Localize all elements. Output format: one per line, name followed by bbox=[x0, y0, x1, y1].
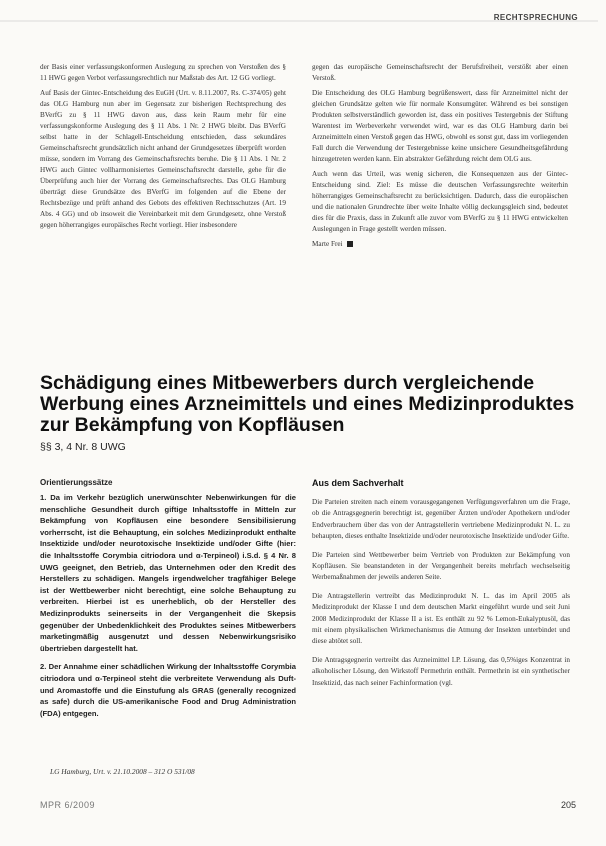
right-paragraph-1: gegen das europäische Gemeinschaftsrecht der Berufsfreiheit, verstößt aber einen Verstoß. bbox=[312, 63, 568, 82]
section-tag: RECHTSPRECHUNG bbox=[493, 13, 578, 22]
author-name: Marte Frei bbox=[312, 240, 343, 248]
left-paragraph-2: Auf Basis der Gintec-Entscheidung des EuGH (Urt. v. 8.11.2007, Rs. C-374/05) geht das OLG Hamburg nun aber im Gegensatz zur bisherigen Rechtsprechung des BVerfG zu § 11 HWG davon aus, dass kein Raum mehr für eine verfassungskonforme Auslegung des § 11 Abs. 1 Nr. 2 HWG bleibt. Das BVerfG selbst hatte in der Schlagell-Entscheidung entschieden, dass sekundäres Gemeinschaftsrecht grundsätzlich nicht anhand der Grundgesetzes überprüft worden müsse, sondern im Vorrang des Gemeinschaftsrechts beruhe. Die § 11 Abs. 1 Nr. 2 HWG auch Gintec vollharmonisiertes Gemeinschaftsrecht darstelle, gehe für die Überprüfung auch hier der Vorrang des Gemeinschaftsrechts. Das OLG Hamburg überträgt diese Grundsätze des BVerfG im folgenden auf die Ebene der Rechtsbezüge und prüft anhand des Gebots des effektiven Rechtsschutzes (Art. 19 Abs. 4 GG) und ob insoweit die Vereinbarkeit mit dem Grundgesetz, ohne Verstoß gegen höherrangiges europäisches Recht vorliegt. Hier insbesondere bbox=[40, 89, 286, 229]
facts-paragraph-1: Die Parteien streiten nach einem vorausgegangenen Verfügungsverfahren um die Frage, ob die Antragsgegnerin berechtigt ist, gegenüber Ärzten und/oder Apothekern und/oder Endverbrauchern über das von der Antragstellerin vertriebene Medizinprodukt N. L. zu behaupten, dieses enthalte Insektizide und/oder neurotoxische Insektizide und/oder Gifte. bbox=[312, 498, 570, 541]
right-column bbox=[312, 62, 568, 254]
journal-footer: MPR 6/2009 bbox=[40, 800, 96, 810]
facts-column bbox=[312, 497, 570, 696]
article-title: Schädigung eines Mitbewerbers durch vergleichende Werbung eines Arzneimittels und eines Medizinproduktes zur Bekämpfung von Kopfläusen bbox=[40, 372, 575, 436]
statutes-line: §§ 3, 4 Nr. 8 UWG bbox=[40, 441, 126, 453]
left-paragraph-1: der Basis einer verfassungskonformen Auslegung zu sprechen von Verstoßen des § 11 HWG gegen Verbot verfassungsrechtlich nur Maßstab des Art. 12 GG vorliegt. bbox=[40, 63, 286, 82]
author-line bbox=[312, 239, 568, 250]
right-paragraph-3: Auch wenn das Urteil, was wenig sicheren, die Konsequenzen aus der Gintec-Entscheidung sind. Ziel: Es müsse die deutschen Verfassungsrechte weiterhin höherrangiges Gemeinschaftsrecht zu berücksichtigen. Dadurch, dass die europäischen und die nationalen Grundrechte über weite Inhalte völlig deckungsgleich sind, bedeutet dies für die Praxis, dass in Zukunft alle zuvor vom BVerfG zu § 11 HWG entwickelten Auslegungen in Frage gestellt werden müssen. bbox=[312, 170, 568, 233]
facts-heading: Aus dem Sachverhalt bbox=[312, 478, 404, 488]
headnote-1: 1. Da im Verkehr bezüglich unerwünschter Nebenwirkungen für die menschliche Gesundheit durch giftige Inhaltsstoffe in Mitteln zur Bekämpfung von Kopfläusen eine besondere Sensibilisierung vorherrscht, ist die Behauptung, ein solches Medizinprodukt enthalte Insektizide und/oder neurotoxische Insektizide und/oder Gifte (hier: die Inhaltsstoffe Corymbia citriodora und α-Terpineol) i.S.d. § 4 Nr. 8 UWG geeignet, den Betrieb, das Unternehmen oder den Kredit des Herstellers zu schädigen. Mangels irgendwelcher tragfähiger Belege ist der Wettbewerber nicht berechtigt, eine solche Behauptung zu verbreiten. Hierbei ist es unerheblich, ob der Hersteller des Medizinprodukts seinerseits in der Vergangenheit die Skepsis gegenüber der Unbedenklichkeit des Produktes seines Mitbewerbers marketingmäßig ausgenutzt und dessen Nebenwirkungsrisiko übertrieben dargestellt hat. bbox=[40, 493, 296, 653]
headnotes bbox=[40, 492, 296, 726]
left-column bbox=[40, 62, 286, 235]
right-paragraph-2: Die Entscheidung des OLG Hamburg begrüßenswert, dass für Arzneimittel nicht der gleichen Grundsätze gelten wie für normale Konsumgüter. Während es bei sonstigen Produkten selbstverständlich geworden ist, dass ein positives Testergebnis der Stiftung Warentest im Werbeverkehr verwendet wird, war es das OLG Hamburg darin bei Arzneimitteln einen Verstoß gegen das HWG, obwohl es sonst gut, dass im vorliegenden Fall durch die Verwendung der Testergebnisse keine unsichere Gesundheitsgefährdung hinzugetreten werden kann. Ein abstrakter Gefährdung reicht dem OLG aus. bbox=[312, 89, 568, 163]
page-number: 205 bbox=[560, 800, 576, 810]
facts-paragraph-2: Die Parteien sind Wettbewerber beim Vertrieb von Produkten zur Bekämpfung von Kopfläusen. Sie beanstandeten in der Vergangenheit bereits mehrfach wechselseitig Werbemaßnahmen der jeweils anderen Seite. bbox=[312, 550, 570, 582]
headnote-2: 2. Der Annahme einer schädlichen Wirkung der Inhaltsstoffe Corymbia citriodora und α-Terpineol steht die verbreitete Verwendung als Duft- und Aromastoffe und die Einstufung als GRAS (generally recognized as safe) durch die US-amerikanische Food and Drug Administration (FDA) entgegen. bbox=[40, 662, 296, 718]
court-citation: LG Hamburg, Urt. v. 21.10.2008 – 312 O 531/08 bbox=[50, 767, 195, 776]
end-square-icon bbox=[347, 241, 353, 247]
facts-paragraph-3: Die Antragstellerin vertreibt das Medizinprodukt N. L. das im April 2005 als Medizinprodukt der Klasse I und dem deutschen Markt eingeführt wurde und seit Juni 2008 Medizinprodukt der Klasse II a ist. Es enthält zu 92 % Lemon-Eukalyptusöl, das mit einem physikalischen Wirkmechanismus die Atmung der Insekten unterbindet und diese abtötet soll. bbox=[312, 591, 570, 646]
facts-paragraph-4: Die Antragsgegnerin vertreibt das Arzneimittel I.P. Lösung, das 0,5%iges Konzentrat in alkoholischer Lösung, den Wirkstoff Permethrin enthält. Permethrin ist ein synthetischer Insektizid, das nach seiner Fachinformation (vgl. bbox=[312, 655, 570, 687]
headnotes-heading: Orientierungssätze bbox=[40, 478, 113, 487]
